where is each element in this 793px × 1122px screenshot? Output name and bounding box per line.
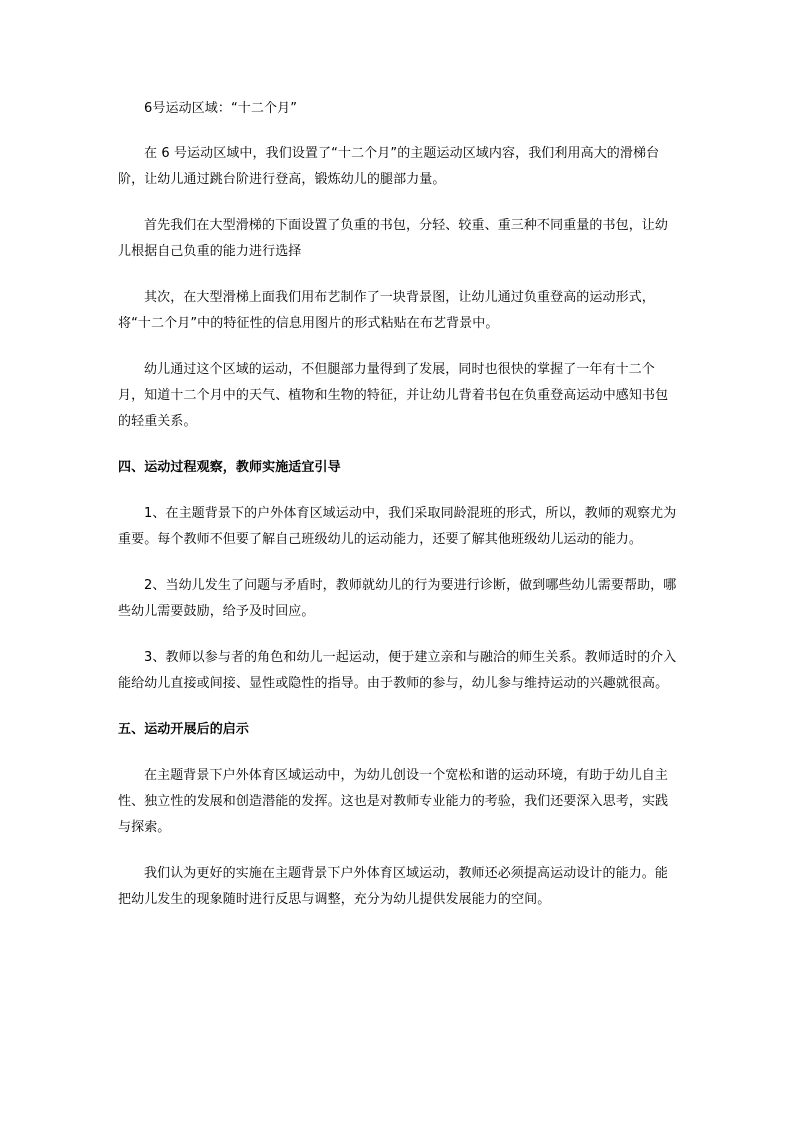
body-paragraph: 3、教师以参与者的角色和幼儿一起运动，便于建立亲和与融洽的师生关系。教师适时的介入能给幼儿直接或间接、显性或隐性的指导。由于教师的参与，幼儿参与维持运动的兴趣就很高。	[118, 650, 677, 691]
body-paragraph: 在主题背景下户外体育区域运动中，为幼儿创设一个宽松和谐的运动环境，有助于幼儿自主性、独立性的发展和创造潜能的发挥。这也是对教师专业能力的考验，我们还要深入思考，实践与探索。	[118, 768, 669, 835]
section-heading-5: 五、运动开展后的启示	[118, 722, 250, 737]
body-paragraph: 首先我们在大型滑梯的下面设置了负重的书包，分轻、较重、重三种不同重量的书包，让幼儿根据自己负重的能力进行选择	[118, 218, 669, 259]
body-paragraph: 幼儿通过这个区域的运动，不但腿部力量得到了发展，同时也很快的掌握了一年有十二个月，知道十二个月中的天气、植物和生物的特征，并让幼儿背着书包在负重登高运动中感知书包的轻重关系。	[118, 362, 669, 429]
section-heading-4: 四、运动过程观察，教师实施适宜引导	[118, 460, 341, 475]
body-paragraph: 在 6 号运动区域中，我们设置了“十二个月”的主题运动区域内容，我们利用高大的滑梯台阶，让幼儿通过跳台阶进行登高，锻炼幼儿的腿部力量。	[118, 146, 660, 187]
body-paragraph: 1、在主题背景下的户外体育区域运动中，我们采取同龄混班的形式，所以，教师的观察尤为重要。每个教师不但要了解自己班级幼儿的运动能力，还要了解其他班级幼儿运动的能力。	[118, 506, 677, 547]
body-paragraph: 2、当幼儿发生了问题与矛盾时，教师就幼儿的行为要进行诊断，做到哪些幼儿需要帮助，哪些幼儿需要鼓励，给予及时回应。	[118, 578, 677, 619]
section-subheading-zone-6: 6号运动区域：“十二个月”	[144, 101, 298, 116]
body-paragraph: 我们认为更好的实施在主题背景下户外体育区域运动，教师还必须提高运动设计的能力。能把幼儿发生的现象随时进行反思与调整，充分为幼儿提供发展能力的空间。	[118, 866, 669, 907]
body-paragraph: 其次，在大型滑梯上面我们用布艺制作了一块背景图，让幼儿通过负重登高的运动形式，将“十二个月”中的特征性的信息用图片的形式粘贴在布艺背景中。	[118, 290, 655, 331]
